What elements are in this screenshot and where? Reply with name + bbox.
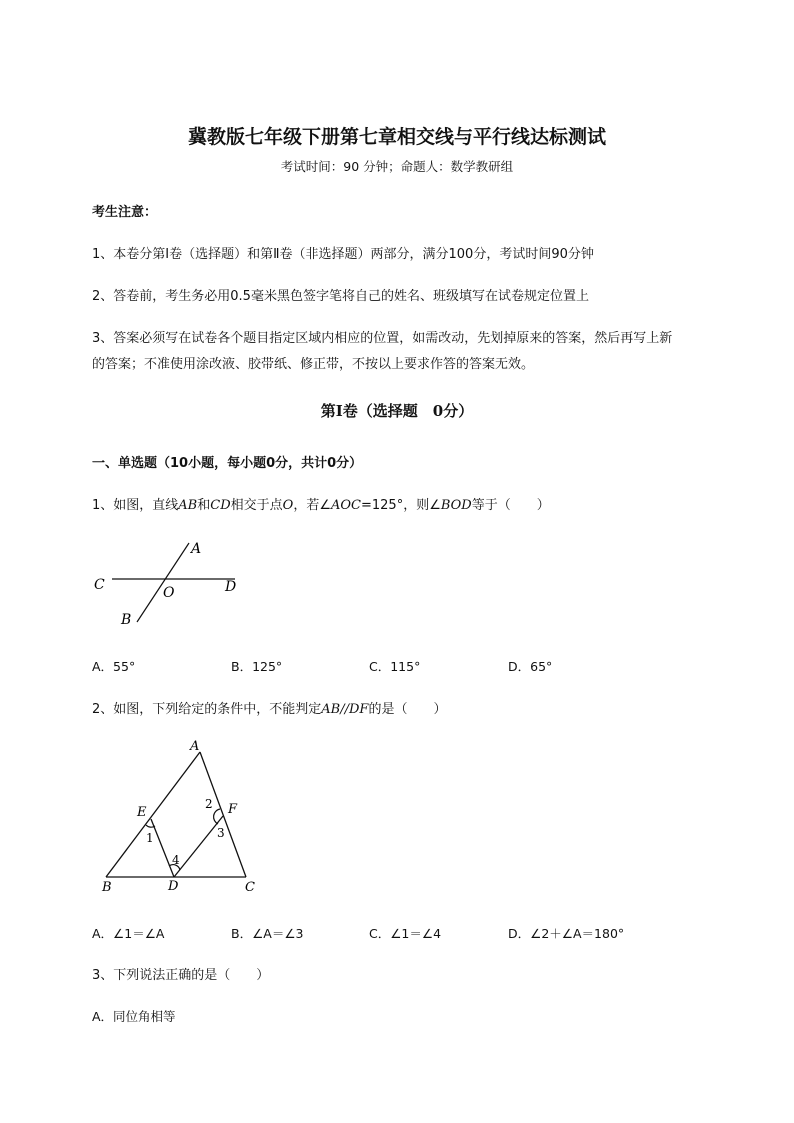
label-d: D: [225, 579, 237, 595]
label-4: 4: [172, 853, 180, 867]
label-3: 3: [217, 826, 225, 840]
math-text: BOD: [440, 498, 472, 513]
side-ac: [200, 752, 246, 877]
q1-choice-b: B．125°: [231, 659, 283, 674]
q1-choice-a: A．55°: [92, 659, 136, 674]
q1-choice-d: D．65°: [508, 659, 553, 674]
question-2-figure: [96, 736, 266, 896]
notice-item-3-cont: 的答案；不准使用涂改液、胶带纸、修正带，不按以上要求作答的答案无效。: [92, 357, 535, 372]
exam-title: 冀教版七年级下册第七章相交线与平行线达标测试: [187, 126, 606, 148]
label-a: A: [190, 739, 200, 754]
question-number: 2、: [92, 702, 114, 717]
notice-item-2: 2、答卷前，考生务必用0.5毫米黑色签字笔将自己的姓名、班级填写在试卷规定位置上: [92, 289, 589, 304]
q3-choice-a: A．同位角相等: [92, 1009, 176, 1024]
math-text: O: [282, 498, 294, 513]
notice-item-3: 3、答案必须写在试卷各个题目指定区域内相应的位置，如需改动，先划掉原来的答案，然后再写上新: [92, 331, 673, 346]
stem-text: 等于（ ）: [471, 498, 550, 513]
stem-text: 和: [197, 498, 211, 513]
stem-text: 相交于点: [230, 498, 283, 513]
question-1-stem: [92, 494, 550, 513]
question-2-stem: [92, 698, 446, 717]
label-o: O: [163, 585, 175, 601]
math-text: AOC: [330, 498, 361, 513]
side-ab: [106, 752, 200, 877]
q2-choice-b: B．∠A＝∠3: [231, 926, 304, 941]
segment-df: [174, 816, 223, 877]
question-1-figure: [88, 535, 258, 635]
q2-choice-d: D．∠2＋∠A＝180°: [508, 926, 625, 941]
exam-subtitle: 考试时间：90 分钟；命题人：数学教研组: [280, 159, 514, 174]
q2-choice-c: C．∠1＝∠4: [369, 926, 442, 941]
label-b: B: [121, 612, 132, 628]
label-a: A: [191, 541, 202, 557]
stem-text: 如图，下列给定的条件中，不能判定: [113, 702, 322, 717]
question-3-stem: [92, 964, 269, 983]
notice-item-1: 1、本卷分第Ⅰ卷（选择题）和第Ⅱ卷（非选择题）两部分，满分100分，考试时间90分钟: [92, 247, 594, 262]
part-heading: 一、单选题（10小题，每小题0分，共计0分）: [92, 456, 363, 471]
question-number: 1、: [92, 498, 114, 513]
stem-text: 下列说法正确的是（ ）: [113, 968, 270, 983]
q1-choice-c: C．115°: [369, 659, 421, 674]
section-title: 第Ⅰ卷（选择题 0分）: [320, 402, 474, 420]
label-2: 2: [205, 797, 213, 811]
label-1: 1: [146, 831, 154, 845]
line-ab: [137, 543, 189, 622]
stem-text: 如图，直线: [113, 498, 179, 513]
question-number: 3、: [92, 968, 114, 983]
stem-text: =125°，则∠: [360, 498, 441, 513]
segment-ed: [151, 819, 174, 877]
math-text: CD: [210, 498, 231, 513]
label-d: D: [168, 879, 179, 894]
math-text: AB: [178, 498, 198, 513]
math-text: AB//DF: [321, 702, 369, 717]
stem-text: 的是（ ）: [368, 702, 447, 717]
label-c: C: [94, 577, 105, 593]
q2-choice-a: A．∠1＝∠A: [92, 926, 165, 941]
label-f: F: [228, 802, 238, 817]
label-c: C: [245, 880, 255, 895]
label-b: B: [102, 880, 112, 895]
notice-heading: 考生注意：: [92, 205, 158, 220]
label-e: E: [137, 805, 147, 820]
stem-text: ，若∠: [293, 498, 331, 513]
